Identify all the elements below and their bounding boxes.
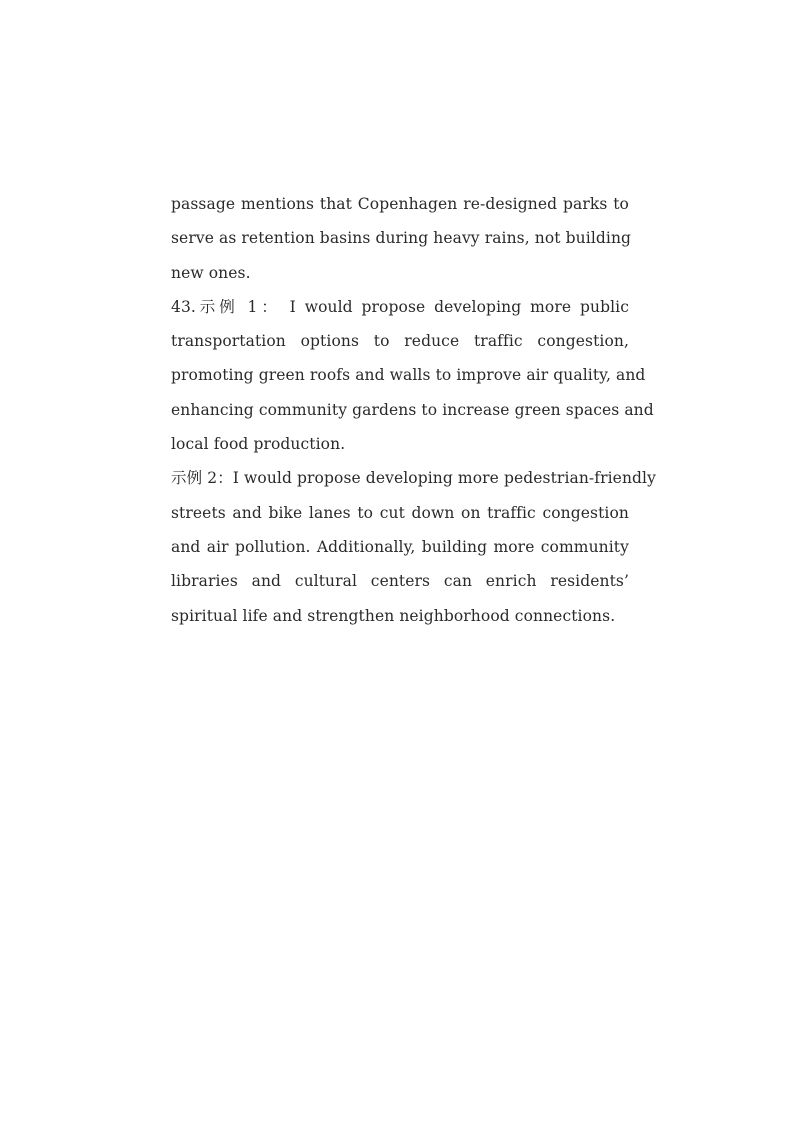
text-line: and air pollution. Additionally, building more community	[171, 537, 629, 556]
text-line: libraries and cultural centers can enrich residents’	[171, 572, 629, 591]
text-line: spiritual life and strengthen neighborhood connections.	[171, 606, 616, 625]
text-line: streets and bike lanes to cut down on traffic congestion	[171, 503, 629, 522]
text-line: transportation options to reduce traffic congestion,	[171, 332, 629, 351]
text-line: serve as retention basins during heavy rains, not building	[171, 229, 632, 248]
text-line: enhancing community gardens to increase green spaces and	[171, 400, 654, 419]
text-line: new ones.	[171, 263, 251, 282]
text-line: local food production.	[171, 435, 346, 454]
answer-text-block	[171, 187, 656, 633]
answer-example-2-heading-line: 示例 2：I would propose developing more pedestrian-friendly	[171, 469, 656, 488]
text-line: promoting green roofs and walls to improve air quality, and	[171, 366, 646, 385]
answer-43-example-1-heading-line: 43.示例 1： I would propose developing more public	[171, 297, 629, 316]
text-line: passage mentions that Copenhagen re-designed parks to	[171, 195, 629, 213]
